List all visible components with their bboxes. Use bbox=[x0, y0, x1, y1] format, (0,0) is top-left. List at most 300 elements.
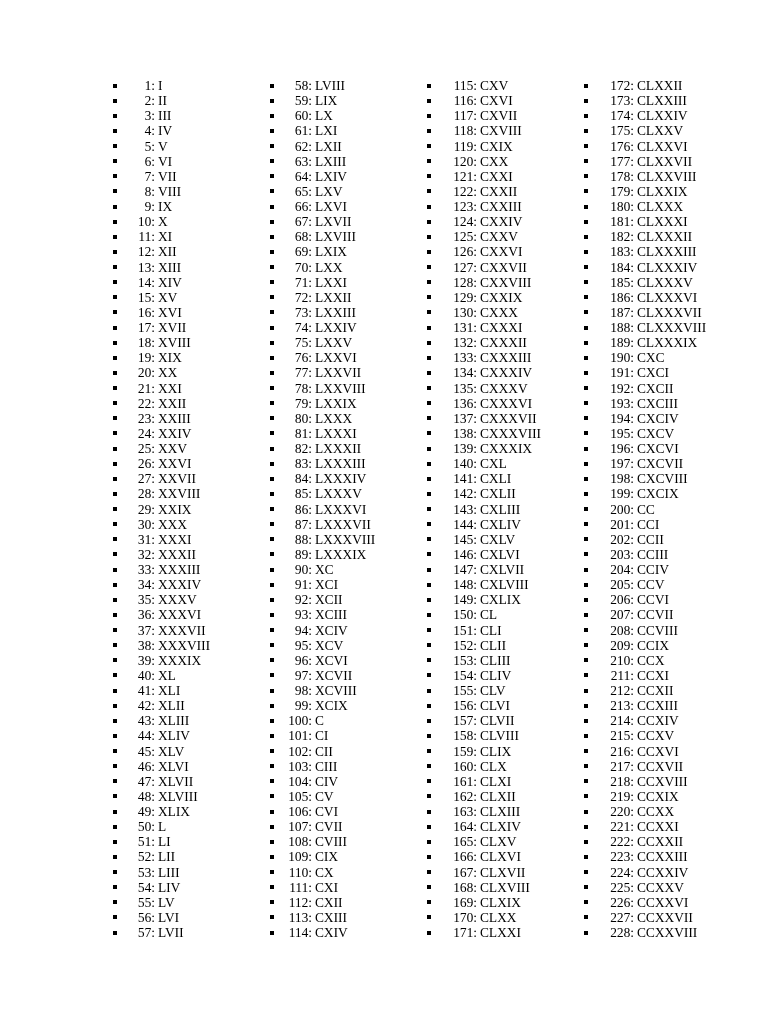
roman-numeral: XLIV bbox=[158, 728, 190, 744]
square-bullet-icon bbox=[113, 265, 117, 269]
roman-numeral: CCXII bbox=[637, 683, 674, 698]
roman-numeral: LVI bbox=[158, 909, 180, 925]
square-bullet-icon bbox=[270, 794, 274, 798]
arabic-number: 62: bbox=[294, 138, 312, 154]
arabic-number: 169: bbox=[453, 894, 477, 910]
arabic-number: 192: bbox=[610, 380, 634, 396]
roman-numeral: LXXXVIII bbox=[315, 531, 376, 547]
arabic-number: 55: bbox=[137, 894, 155, 910]
roman-numeral: LIII bbox=[158, 864, 180, 880]
roman-numeral: CXIII bbox=[315, 909, 347, 925]
roman-numeral: CLXIX bbox=[480, 894, 521, 910]
roman-numeral: CXVI bbox=[480, 93, 513, 109]
roman-numeral: LXIII bbox=[315, 153, 347, 169]
arabic-number: 119: bbox=[453, 138, 477, 154]
arabic-number: 94: bbox=[294, 622, 312, 638]
roman-numeral: CII bbox=[315, 743, 333, 759]
arabic-number: 30: bbox=[137, 516, 155, 532]
arabic-number: 35: bbox=[137, 592, 155, 608]
square-bullet-icon bbox=[270, 568, 274, 572]
arabic-number: 193: bbox=[610, 395, 634, 411]
square-bullet-icon bbox=[584, 492, 588, 496]
roman-numeral: CCX bbox=[637, 652, 665, 668]
square-bullet-icon bbox=[427, 885, 431, 889]
square-bullet-icon bbox=[584, 704, 588, 708]
square-bullet-icon bbox=[584, 658, 588, 662]
square-bullet-icon bbox=[427, 840, 431, 844]
roman-numeral: CCXI bbox=[637, 667, 669, 683]
square-bullet-icon bbox=[270, 507, 274, 511]
roman-numeral: V bbox=[158, 138, 168, 154]
roman-numeral: VIII bbox=[158, 183, 182, 199]
square-bullet-icon bbox=[427, 431, 431, 435]
roman-numeral: XL bbox=[158, 667, 176, 683]
roman-numeral: IX bbox=[158, 199, 173, 214]
square-bullet-icon bbox=[113, 431, 117, 435]
square-bullet-icon bbox=[584, 900, 588, 904]
square-bullet-icon bbox=[270, 931, 274, 935]
roman-numeral: LXXXIII bbox=[315, 456, 366, 472]
square-bullet-icon bbox=[113, 371, 117, 375]
roman-numeral: XLVII bbox=[158, 773, 194, 789]
arabic-number: 134: bbox=[453, 365, 477, 381]
arabic-number: 65: bbox=[294, 183, 312, 199]
roman-numeral: XXXI bbox=[158, 531, 192, 547]
roman-numeral: IV bbox=[158, 123, 173, 139]
square-bullet-icon bbox=[113, 492, 117, 496]
arabic-number: 178: bbox=[610, 168, 634, 184]
arabic-number: 89: bbox=[294, 546, 312, 562]
roman-numeral: LXXXII bbox=[315, 441, 362, 456]
roman-numeral: LXXIX bbox=[315, 395, 357, 411]
arabic-number: 115: bbox=[453, 78, 477, 93]
arabic-number: 36: bbox=[137, 607, 155, 623]
arabic-number: 207: bbox=[610, 607, 634, 623]
arabic-number: 92: bbox=[294, 592, 312, 608]
square-bullet-icon bbox=[427, 235, 431, 239]
arabic-number: 208: bbox=[610, 622, 634, 638]
square-bullet-icon bbox=[584, 855, 588, 859]
square-bullet-icon bbox=[113, 794, 117, 798]
square-bullet-icon bbox=[584, 719, 588, 723]
arabic-number: 6: bbox=[144, 153, 155, 169]
roman-numeral: XV bbox=[158, 289, 178, 305]
square-bullet-icon bbox=[584, 583, 588, 587]
square-bullet-icon bbox=[113, 749, 117, 753]
roman-numeral: CLXXIX bbox=[637, 183, 688, 199]
arabic-number: 76: bbox=[294, 350, 312, 366]
arabic-number: 108: bbox=[288, 834, 312, 850]
roman-numeral: III bbox=[158, 108, 172, 124]
square-bullet-icon bbox=[584, 280, 588, 284]
square-bullet-icon bbox=[584, 643, 588, 647]
square-bullet-icon bbox=[584, 870, 588, 874]
arabic-number: 167: bbox=[453, 864, 477, 880]
arabic-number: 191: bbox=[610, 365, 634, 381]
arabic-number: 93: bbox=[294, 607, 312, 623]
square-bullet-icon bbox=[270, 235, 274, 239]
square-bullet-icon bbox=[270, 885, 274, 889]
arabic-number: 138: bbox=[453, 425, 477, 441]
arabic-number: 228: bbox=[610, 925, 634, 940]
roman-numeral: CCXXVII bbox=[637, 909, 693, 925]
square-bullet-icon bbox=[270, 431, 274, 435]
arabic-number: 118: bbox=[453, 123, 477, 139]
arabic-number: 31: bbox=[137, 531, 155, 547]
arabic-number: 198: bbox=[610, 471, 634, 487]
square-bullet-icon bbox=[427, 749, 431, 753]
square-bullet-icon bbox=[427, 205, 431, 209]
square-bullet-icon bbox=[270, 583, 274, 587]
arabic-number: 4: bbox=[144, 123, 155, 139]
square-bullet-icon bbox=[427, 310, 431, 314]
arabic-number: 54: bbox=[137, 879, 155, 895]
square-bullet-icon bbox=[270, 280, 274, 284]
arabic-number: 122: bbox=[453, 183, 477, 199]
roman-numeral: CLXIII bbox=[480, 804, 521, 819]
square-bullet-icon bbox=[584, 779, 588, 783]
roman-numeral: CXCVII bbox=[637, 456, 684, 472]
roman-numeral: CXC bbox=[637, 350, 665, 366]
square-bullet-icon bbox=[427, 568, 431, 572]
square-bullet-icon bbox=[427, 159, 431, 163]
arabic-number: 49: bbox=[137, 804, 155, 819]
square-bullet-icon bbox=[270, 749, 274, 753]
square-bullet-icon bbox=[270, 477, 274, 481]
roman-numeral: XCVI bbox=[315, 652, 348, 668]
square-bullet-icon bbox=[270, 159, 274, 163]
arabic-number: 88: bbox=[294, 531, 312, 547]
square-bullet-icon bbox=[113, 779, 117, 783]
roman-numeral: CIII bbox=[315, 758, 338, 774]
roman-numeral: CXVIII bbox=[480, 123, 522, 139]
roman-numeral: CXXXII bbox=[480, 335, 527, 351]
roman-numeral: XIII bbox=[158, 259, 182, 275]
arabic-number: 212: bbox=[610, 683, 634, 698]
arabic-number: 125: bbox=[453, 229, 477, 245]
arabic-number: 83: bbox=[294, 456, 312, 472]
square-bullet-icon bbox=[427, 734, 431, 738]
square-bullet-icon bbox=[427, 492, 431, 496]
arabic-number: 194: bbox=[610, 410, 634, 426]
arabic-number: 17: bbox=[137, 320, 155, 335]
roman-numeral: CLXXVII bbox=[637, 153, 693, 169]
roman-numeral: LXXXIX bbox=[315, 546, 367, 562]
square-bullet-icon bbox=[427, 386, 431, 390]
roman-numeral: CCVI bbox=[637, 592, 669, 608]
arabic-number: 23: bbox=[137, 410, 155, 426]
square-bullet-icon bbox=[270, 810, 274, 814]
arabic-number: 213: bbox=[610, 698, 634, 714]
roman-numeral: XLI bbox=[158, 683, 181, 698]
roman-numeral: CLIII bbox=[480, 652, 511, 668]
square-bullet-icon bbox=[270, 900, 274, 904]
square-bullet-icon bbox=[113, 326, 117, 330]
square-bullet-icon bbox=[113, 310, 117, 314]
arabic-number: 33: bbox=[137, 562, 155, 577]
roman-numeral: LXXXVII bbox=[315, 516, 371, 532]
roman-numeral: CXLV bbox=[480, 531, 516, 547]
arabic-number: 133: bbox=[453, 350, 477, 366]
arabic-number: 84: bbox=[294, 471, 312, 487]
arabic-number: 103: bbox=[288, 758, 312, 774]
square-bullet-icon bbox=[270, 205, 274, 209]
square-bullet-icon bbox=[427, 174, 431, 178]
square-bullet-icon bbox=[113, 613, 117, 617]
square-bullet-icon bbox=[270, 779, 274, 783]
arabic-number: 113: bbox=[288, 909, 312, 925]
arabic-number: 5: bbox=[144, 138, 155, 154]
roman-numeral: CCVII bbox=[637, 607, 674, 623]
roman-numeral: CLXX bbox=[480, 909, 517, 925]
roman-numeral: CLXXVI bbox=[637, 138, 688, 154]
roman-numeral: CXCIV bbox=[637, 410, 679, 426]
roman-numeral: CLXXXIII bbox=[637, 244, 697, 260]
roman-numeral: CCXXV bbox=[637, 879, 684, 895]
roman-numeral: CXXII bbox=[480, 183, 518, 199]
arabic-number: 20: bbox=[137, 365, 155, 381]
square-bullet-icon bbox=[270, 658, 274, 662]
roman-numeral: CLIX bbox=[480, 743, 512, 759]
square-bullet-icon bbox=[113, 870, 117, 874]
square-bullet-icon bbox=[584, 189, 588, 193]
roman-numeral: XCVIII bbox=[315, 683, 357, 698]
roman-numeral: LXIX bbox=[315, 244, 347, 260]
arabic-number: 109: bbox=[288, 849, 312, 865]
roman-numeral: XCI bbox=[315, 577, 339, 593]
roman-numeral: XCVII bbox=[315, 667, 353, 683]
square-bullet-icon bbox=[113, 205, 117, 209]
roman-numeral: CLVIII bbox=[480, 728, 519, 744]
arabic-number: 177: bbox=[610, 153, 634, 169]
roman-numeral: CXX bbox=[480, 153, 509, 169]
square-bullet-icon bbox=[427, 704, 431, 708]
square-bullet-icon bbox=[113, 764, 117, 768]
roman-numeral: XCII bbox=[315, 592, 343, 608]
square-bullet-icon bbox=[584, 326, 588, 330]
roman-numeral: CV bbox=[315, 788, 334, 804]
roman-numeral: XI bbox=[158, 229, 173, 245]
square-bullet-icon bbox=[584, 598, 588, 602]
square-bullet-icon bbox=[113, 583, 117, 587]
roman-numeral: CCIII bbox=[637, 546, 669, 562]
arabic-number: 148: bbox=[453, 577, 477, 593]
roman-numeral: CLVII bbox=[480, 713, 515, 729]
roman-numeral: XXI bbox=[158, 380, 182, 396]
square-bullet-icon bbox=[270, 416, 274, 420]
arabic-number: 116: bbox=[453, 93, 477, 109]
square-bullet-icon bbox=[427, 144, 431, 148]
arabic-number: 61: bbox=[294, 123, 312, 139]
square-bullet-icon bbox=[270, 855, 274, 859]
square-bullet-icon bbox=[584, 477, 588, 481]
arabic-number: 206: bbox=[610, 592, 634, 608]
roman-numeral: CLXI bbox=[480, 773, 512, 789]
arabic-number: 221: bbox=[610, 819, 634, 835]
square-bullet-icon bbox=[584, 537, 588, 541]
arabic-number: 170: bbox=[453, 909, 477, 925]
arabic-number: 50: bbox=[137, 819, 155, 835]
arabic-number: 95: bbox=[294, 637, 312, 653]
arabic-number: 34: bbox=[137, 577, 155, 593]
arabic-number: 149: bbox=[453, 592, 477, 608]
square-bullet-icon bbox=[584, 416, 588, 420]
arabic-number: 156: bbox=[453, 698, 477, 714]
square-bullet-icon bbox=[113, 719, 117, 723]
arabic-number: 140: bbox=[453, 456, 477, 472]
roman-numeral: CXXV bbox=[480, 229, 518, 245]
square-bullet-icon bbox=[427, 598, 431, 602]
arabic-number: 217: bbox=[610, 758, 634, 774]
roman-numeral: CCXVIII bbox=[637, 773, 688, 789]
arabic-number: 44: bbox=[137, 728, 155, 744]
roman-numeral: LIX bbox=[315, 93, 338, 109]
roman-numeral: CLV bbox=[480, 683, 506, 698]
arabic-number: 78: bbox=[294, 380, 312, 396]
square-bullet-icon bbox=[427, 401, 431, 405]
square-bullet-icon bbox=[427, 522, 431, 526]
arabic-number: 222: bbox=[610, 834, 634, 850]
roman-numeral: CCXXIII bbox=[637, 849, 688, 865]
square-bullet-icon bbox=[113, 447, 117, 451]
square-bullet-icon bbox=[113, 689, 117, 693]
square-bullet-icon bbox=[427, 673, 431, 677]
arabic-number: 137: bbox=[453, 410, 477, 426]
roman-numeral: CCIX bbox=[637, 637, 669, 653]
arabic-number: 120: bbox=[453, 153, 477, 169]
arabic-number: 15: bbox=[137, 289, 155, 305]
arabic-number: 202: bbox=[610, 531, 634, 547]
arabic-number: 90: bbox=[294, 562, 312, 577]
arabic-number: 225: bbox=[610, 879, 634, 895]
square-bullet-icon bbox=[270, 840, 274, 844]
square-bullet-icon bbox=[270, 537, 274, 541]
square-bullet-icon bbox=[584, 129, 588, 133]
roman-numeral: CIV bbox=[315, 773, 339, 789]
square-bullet-icon bbox=[427, 477, 431, 481]
arabic-number: 155: bbox=[453, 683, 477, 698]
roman-numeral: CLXXIII bbox=[637, 93, 687, 109]
arabic-number: 111: bbox=[289, 879, 312, 895]
arabic-number: 200: bbox=[610, 501, 634, 517]
arabic-number: 112: bbox=[288, 894, 312, 910]
square-bullet-icon bbox=[270, 326, 274, 330]
roman-numeral: XLIX bbox=[158, 804, 190, 819]
square-bullet-icon bbox=[427, 658, 431, 662]
roman-numeral: CVII bbox=[315, 819, 343, 835]
square-bullet-icon bbox=[584, 840, 588, 844]
square-bullet-icon bbox=[113, 704, 117, 708]
square-bullet-icon bbox=[113, 129, 117, 133]
roman-numeral: XXIV bbox=[158, 425, 192, 441]
square-bullet-icon bbox=[427, 371, 431, 375]
square-bullet-icon bbox=[113, 931, 117, 935]
roman-numeral: CCXVI bbox=[637, 743, 679, 759]
roman-numeral: CXXIV bbox=[480, 214, 523, 230]
arabic-number: 153: bbox=[453, 652, 477, 668]
square-bullet-icon bbox=[113, 341, 117, 345]
roman-numeral: XXXIX bbox=[158, 652, 202, 668]
roman-numeral: CXXXVII bbox=[480, 410, 537, 426]
arabic-number: 14: bbox=[137, 274, 155, 290]
roman-numeral: LII bbox=[158, 849, 176, 865]
arabic-number: 215: bbox=[610, 728, 634, 744]
arabic-number: 219: bbox=[610, 788, 634, 804]
roman-numeral: CCIV bbox=[637, 562, 669, 577]
arabic-number: 9: bbox=[144, 199, 155, 214]
roman-numeral: XIV bbox=[158, 274, 182, 290]
arabic-number: 60: bbox=[294, 108, 312, 124]
roman-numeral: LI bbox=[158, 834, 171, 850]
arabic-number: 179: bbox=[610, 183, 634, 199]
square-bullet-icon bbox=[113, 416, 117, 420]
square-bullet-icon bbox=[427, 356, 431, 360]
square-bullet-icon bbox=[584, 613, 588, 617]
square-bullet-icon bbox=[113, 825, 117, 829]
roman-numeral: XVII bbox=[158, 320, 187, 335]
square-bullet-icon bbox=[270, 220, 274, 224]
arabic-number: 201: bbox=[610, 516, 634, 532]
roman-numeral: XX bbox=[158, 365, 178, 381]
arabic-number: 204: bbox=[610, 562, 634, 577]
arabic-number: 27: bbox=[137, 471, 155, 487]
roman-numeral: LVIII bbox=[315, 78, 345, 93]
square-bullet-icon bbox=[584, 552, 588, 556]
roman-numeral: CXXIII bbox=[480, 199, 522, 214]
roman-numeral: CLXXXVIII bbox=[637, 320, 707, 335]
roman-numeral: XCV bbox=[315, 637, 344, 653]
arabic-number: 105: bbox=[288, 788, 312, 804]
roman-numeral: CXLIX bbox=[480, 592, 521, 608]
arabic-number: 22: bbox=[137, 395, 155, 411]
roman-numeral: CLXVIII bbox=[480, 879, 530, 895]
roman-numeral: CLXVII bbox=[480, 864, 526, 880]
square-bullet-icon bbox=[113, 598, 117, 602]
arabic-number: 52: bbox=[137, 849, 155, 865]
arabic-number: 135: bbox=[453, 380, 477, 396]
square-bullet-icon bbox=[584, 310, 588, 314]
roman-numeral: CXCVI bbox=[637, 441, 679, 456]
square-bullet-icon bbox=[270, 522, 274, 526]
arabic-number: 160: bbox=[453, 758, 477, 774]
arabic-number: 173: bbox=[610, 93, 634, 109]
roman-numeral: XXVIII bbox=[158, 486, 201, 502]
arabic-number: 99: bbox=[294, 698, 312, 714]
roman-numeral: CLXII bbox=[480, 788, 516, 804]
arabic-number: 16: bbox=[137, 304, 155, 320]
square-bullet-icon bbox=[113, 174, 117, 178]
square-bullet-icon bbox=[584, 447, 588, 451]
roman-numeral: L bbox=[158, 819, 167, 835]
square-bullet-icon bbox=[584, 628, 588, 632]
square-bullet-icon bbox=[270, 689, 274, 693]
arabic-number: 13: bbox=[137, 259, 155, 275]
arabic-number: 142: bbox=[453, 486, 477, 502]
square-bullet-icon bbox=[427, 931, 431, 935]
square-bullet-icon bbox=[427, 220, 431, 224]
square-bullet-icon bbox=[270, 386, 274, 390]
roman-numeral: CCXV bbox=[637, 728, 675, 744]
arabic-number: 42: bbox=[137, 698, 155, 714]
roman-numeral: CCXIV bbox=[637, 713, 679, 729]
roman-numeral: II bbox=[158, 93, 167, 109]
arabic-number: 184: bbox=[610, 259, 634, 275]
square-bullet-icon bbox=[270, 628, 274, 632]
square-bullet-icon bbox=[584, 205, 588, 209]
roman-numeral: XXX bbox=[158, 516, 188, 532]
roman-numeral: CI bbox=[315, 728, 329, 744]
square-bullet-icon bbox=[584, 220, 588, 224]
